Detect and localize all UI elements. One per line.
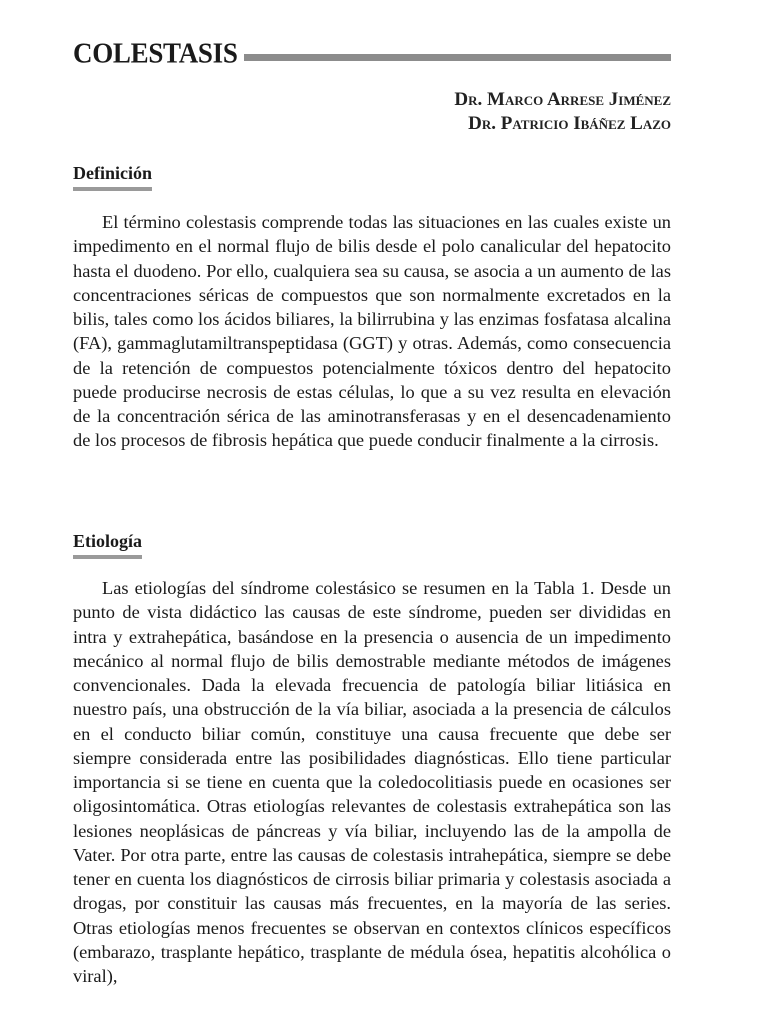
body-paragraph-definicion: El término colestasis comprende todas las situaciones en las cuales existe un impedimento en el normal flujo de bilis desde el polo canalicular del hepatocito hasta el duodeno. Por ello, cualquiera sea su causa, se asocia a un aumento de las concentraciones séricas de compuestos que son normalmente excretados en la bilis, tales como los ácidos biliares, la bilirrubina y las enzimas fosfatasa alcalina (FA), gammaglutamiltranspeptidasa (GGT) y otras. Además, como consecuencia de la retención de compuestos potencialmente tóxicos dentro del hepatocito puede producirse necrosis de estas células, lo que a su vez resulta en elevación de la concentración sérica de las aminotransferasas y en el desencadenamiento de los procesos de fibrosis hepática que puede conducir finalmente a la cirrosis. <box>73 212 671 451</box>
author-list <box>454 88 671 136</box>
author-name: Dr. Marco Arrese Jiménez <box>454 89 671 110</box>
chapter-title: COLESTASIS <box>73 37 238 69</box>
section-heading-definicion: Definición <box>73 162 152 191</box>
title-rule <box>244 54 671 61</box>
body-paragraph-etiologia: Las etiologías del síndrome colestásico se resumen en la Tabla 1. Desde un punto de vista didáctico las causas de este síndrome, pueden ser divididas en intra y extrahepática, basándose en la presencia o ausencia de un impedimento mecánico al normal flujo de bilis demostrable mediante métodos de imágenes convencionales. Dada la elevada frecuencia de patología biliar litiásica en nuestro país, una obstrucción de la vía biliar, asociada a la presencia de cálculos en el conducto biliar común, constituye una causa frecuente que debe ser siempre considerada entre las posibilidades diagnósticas. Ello tiene particular importancia si se tiene en cuenta que la coledocolitiasis puede en ocasiones ser oligosintomática. Otras etiologías relevantes de colestasis extrahepática son las lesiones neoplásicas de páncreas y vía biliar, incluyendo las de la ampolla de Vater. Por otra parte, entre las causas de colestasis intrahepática, siempre se debe tener en cuenta los diagnósticos de cirrosis biliar primaria y colestasis asociada a drogas, por constituir las causas más frecuentes, en la mayoría de las series. Otras etiologías menos frecuentes se observan en contextos clínicos específicos (embarazo, trasplante hepático, trasplante de médula ósea, hepatitis alcohólica o viral), <box>73 578 671 986</box>
section-heading-etiologia: Etiología <box>73 530 142 559</box>
chapter-header <box>73 36 671 70</box>
author-name: Dr. Patricio Ibáñez Lazo <box>468 113 671 134</box>
